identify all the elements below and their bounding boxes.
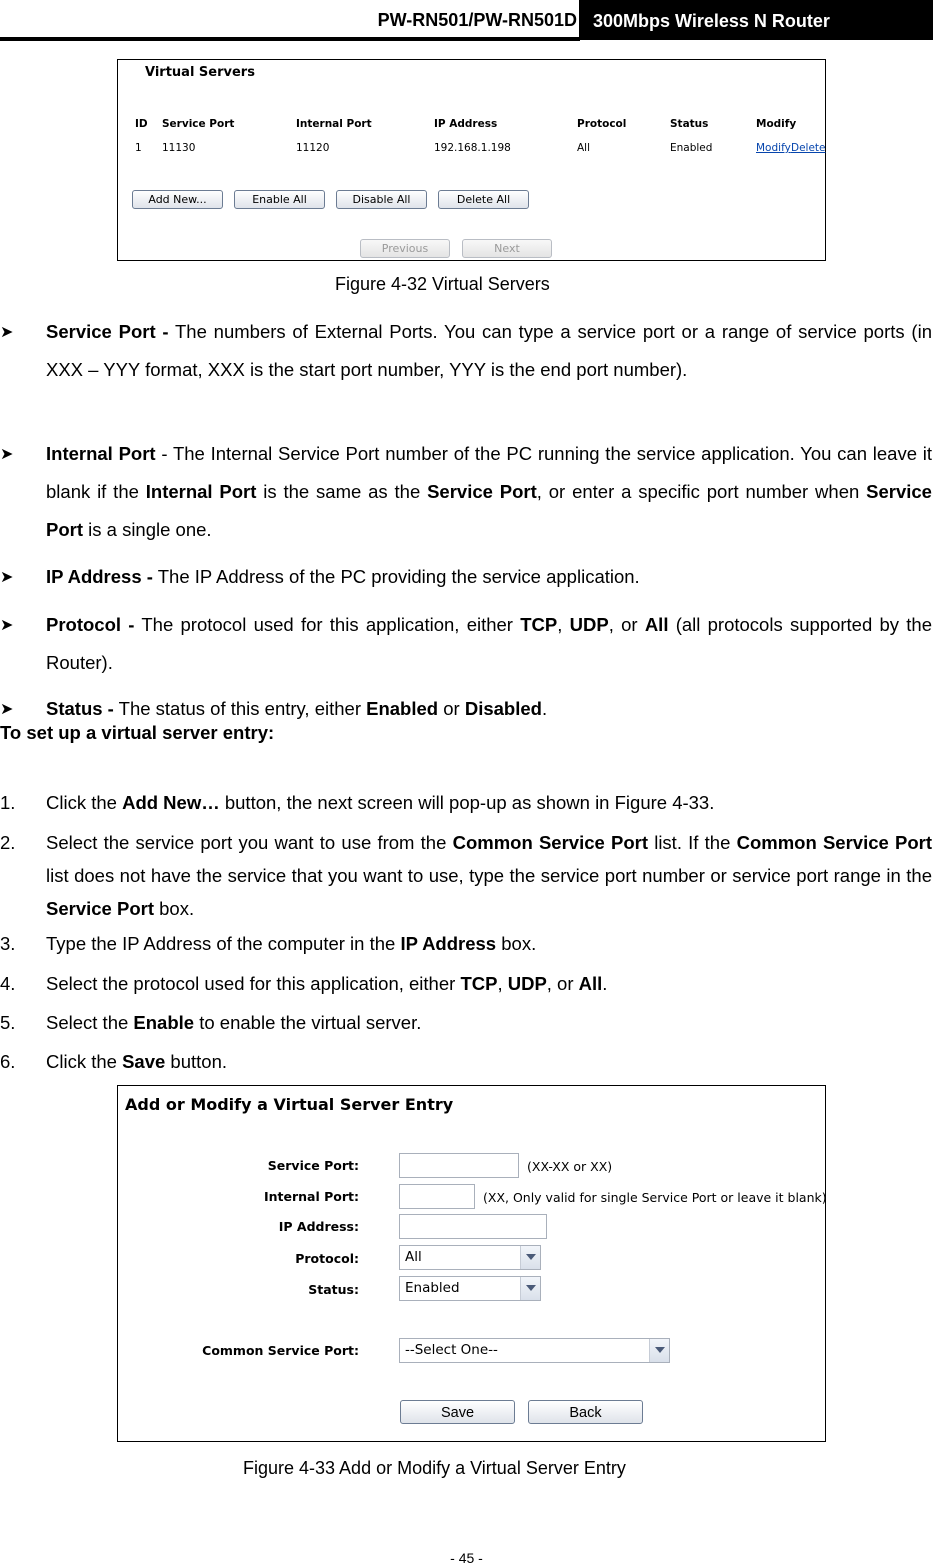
text: Select the protocol used for this application, either [46, 973, 461, 994]
text: to enable the virtual server. [194, 1012, 422, 1033]
col-status: Status [670, 118, 709, 130]
text: The protocol used for this application, either [134, 614, 521, 635]
step-number: 3. [0, 933, 16, 954]
delete-link[interactable]: Delete [791, 142, 826, 154]
service-port-input[interactable] [399, 1153, 519, 1178]
bold-text: Enabled [366, 698, 439, 719]
step-number: 1. [0, 792, 16, 813]
internal-port-hint: (XX, Only valid for single Service Port or leave it blank) [483, 1190, 827, 1205]
text: . [602, 973, 608, 994]
text: - The Internal Service Port number of the PC running the service application. You can leave it blank if the [46, 443, 932, 502]
desc-ip-address [46, 558, 932, 596]
bullet-arrow-icon: ➤ [0, 617, 14, 634]
text: . [541, 698, 548, 719]
internal-port-label: Internal Port: [263, 1189, 359, 1204]
desc-service-port [46, 313, 932, 389]
step-2 [46, 826, 932, 925]
step-number: 4. [0, 973, 16, 994]
protocol-select[interactable] [399, 1245, 541, 1270]
cell-ip-address: 192.168.1.198 [434, 142, 511, 154]
disable-all-button[interactable]: Disable All [336, 190, 427, 209]
internal-port-input[interactable] [399, 1184, 475, 1209]
bold-text: TCP [520, 614, 558, 635]
bold-text: TCP [460, 973, 498, 994]
text: Click the [46, 792, 123, 813]
text: button. [165, 1051, 228, 1072]
cell-service-port: 11130 [162, 142, 196, 154]
page-number: - 45 - [450, 1550, 483, 1566]
term-service-port: Service Port - [46, 321, 169, 342]
figure-4-32-caption: Figure 4-32 Virtual Servers [335, 274, 550, 294]
text: box. [153, 898, 195, 919]
text: Type the IP Address of the computer in the [46, 933, 401, 954]
text: or [438, 698, 465, 719]
term-ip-address: IP Address - [46, 566, 153, 587]
step-number: 6. [0, 1051, 16, 1072]
col-ip-address: IP Address [434, 118, 498, 130]
figure-4-33-caption: Figure 4-33 Add or Modify a Virtual Server Entry [243, 1458, 626, 1478]
step-number: 5. [0, 1012, 16, 1033]
bold-text: Enable [133, 1012, 195, 1033]
bold-text: All [578, 973, 603, 994]
page-header [0, 0, 933, 42]
delete-all-button[interactable]: Delete All [438, 190, 529, 209]
cell-protocol: All [577, 142, 591, 154]
text: (all protocols supported by the Router). [46, 614, 933, 673]
term-status: Status - [46, 698, 114, 719]
chevron-down-icon[interactable] [520, 1277, 540, 1300]
ip-address-input[interactable] [399, 1214, 547, 1239]
header-rule [0, 37, 580, 41]
bold-text: All [644, 614, 669, 635]
previous-button[interactable]: Previous [360, 239, 450, 258]
text: The status of this entry, either [113, 698, 367, 719]
steps-heading: To set up a virtual server entry: [0, 722, 275, 743]
text: , or [608, 614, 645, 635]
col-internal-port: Internal Port [296, 118, 372, 130]
text: The IP Address of the PC providing the service application. [152, 566, 640, 587]
text: Select the service port you want to use from the [46, 832, 453, 853]
term-protocol: Protocol - [46, 614, 135, 635]
protocol-value: All [405, 1249, 422, 1265]
add-modify-entry-figure [117, 1085, 826, 1442]
entry-form-title: Add or Modify a Virtual Server Entry [125, 1095, 454, 1114]
chevron-down-icon[interactable] [520, 1246, 540, 1269]
model-name: PW-RN501/PW-RN501D [377, 10, 577, 30]
bullet-arrow-icon: ➤ [0, 324, 14, 341]
protocol-label: Protocol: [295, 1251, 359, 1266]
text: , [557, 614, 570, 635]
common-service-port-label: Common Service Port: [202, 1343, 359, 1358]
text: list. If the [648, 832, 737, 853]
add-new-button[interactable]: Add New... [132, 190, 223, 209]
step-5 [46, 1006, 932, 1039]
step-3 [46, 927, 932, 960]
chevron-down-icon[interactable] [649, 1339, 669, 1362]
col-modify: Modify [756, 118, 797, 130]
bold-text: Common Service Port [452, 832, 648, 853]
bold-text: UDP [507, 973, 547, 994]
col-protocol: Protocol [577, 118, 627, 130]
text: button, the next screen will pop-up as shown in Figure 4-33. [219, 792, 715, 813]
bullet-arrow-icon: ➤ [0, 446, 14, 463]
enable-all-button[interactable]: Enable All [234, 190, 325, 209]
service-port-label: Service Port: [267, 1158, 359, 1173]
cell-internal-port: 11120 [296, 142, 330, 154]
bold-text: Service Port [46, 898, 154, 919]
ip-address-label: IP Address: [278, 1219, 359, 1234]
text: box. [496, 933, 537, 954]
desc-internal-port [46, 435, 932, 549]
step-number: 2. [0, 832, 16, 853]
cell-id: 1 [135, 142, 142, 154]
step-1 [46, 786, 932, 819]
step-6 [46, 1045, 932, 1078]
term-internal-port: Internal Port [46, 443, 156, 464]
bold-text: Save [122, 1051, 166, 1072]
bold-text: Disabled [464, 698, 542, 719]
bold-text: Internal Port [145, 481, 257, 502]
bold-text: Service Port [46, 481, 932, 540]
status-label: Status: [308, 1282, 359, 1297]
common-service-port-value: --Select One-- [405, 1342, 498, 1358]
status-select[interactable] [399, 1276, 541, 1301]
bold-text: UDP [569, 614, 609, 635]
service-port-hint: (XX-XX or XX) [527, 1159, 613, 1174]
cell-status: Enabled [670, 142, 713, 154]
desc-protocol [46, 606, 932, 682]
bold-text: Add New… [122, 792, 220, 813]
next-button[interactable]: Next [462, 239, 552, 258]
col-id: ID [135, 118, 148, 130]
text: is the same as the [256, 481, 428, 502]
step-4 [46, 967, 932, 1000]
bold-text: Service Port [427, 481, 537, 502]
text: list does not have the service that you want to use, type the service port number or service port range in the [46, 865, 932, 886]
status-value: Enabled [405, 1280, 460, 1296]
product-name: 300Mbps Wireless N Router [579, 0, 933, 40]
save-button[interactable]: Save [400, 1400, 515, 1424]
bold-text: Common Service Port [736, 832, 933, 853]
text: , or [546, 973, 579, 994]
common-service-port-select[interactable] [399, 1338, 670, 1363]
virtual-servers-title: Virtual Servers [145, 65, 255, 80]
text: is a single one. [83, 519, 212, 540]
back-button[interactable]: Back [528, 1400, 643, 1424]
bold-text: IP Address [400, 933, 497, 954]
text: Select the [46, 1012, 134, 1033]
bullet-arrow-icon: ➤ [0, 701, 14, 718]
virtual-servers-figure [117, 59, 826, 261]
text: , or enter a specific port number when [536, 481, 867, 502]
bullet-arrow-icon: ➤ [0, 569, 14, 586]
col-service-port: Service Port [162, 118, 235, 130]
text: , [497, 973, 508, 994]
text-service-port: The numbers of External Ports. You can type a service port or a range of service ports (in XXX – YYY format, XXX is the start port number, YYY is the end port number). [46, 321, 932, 380]
text: Click the [46, 1051, 123, 1072]
modify-link[interactable]: Modify [756, 142, 791, 154]
